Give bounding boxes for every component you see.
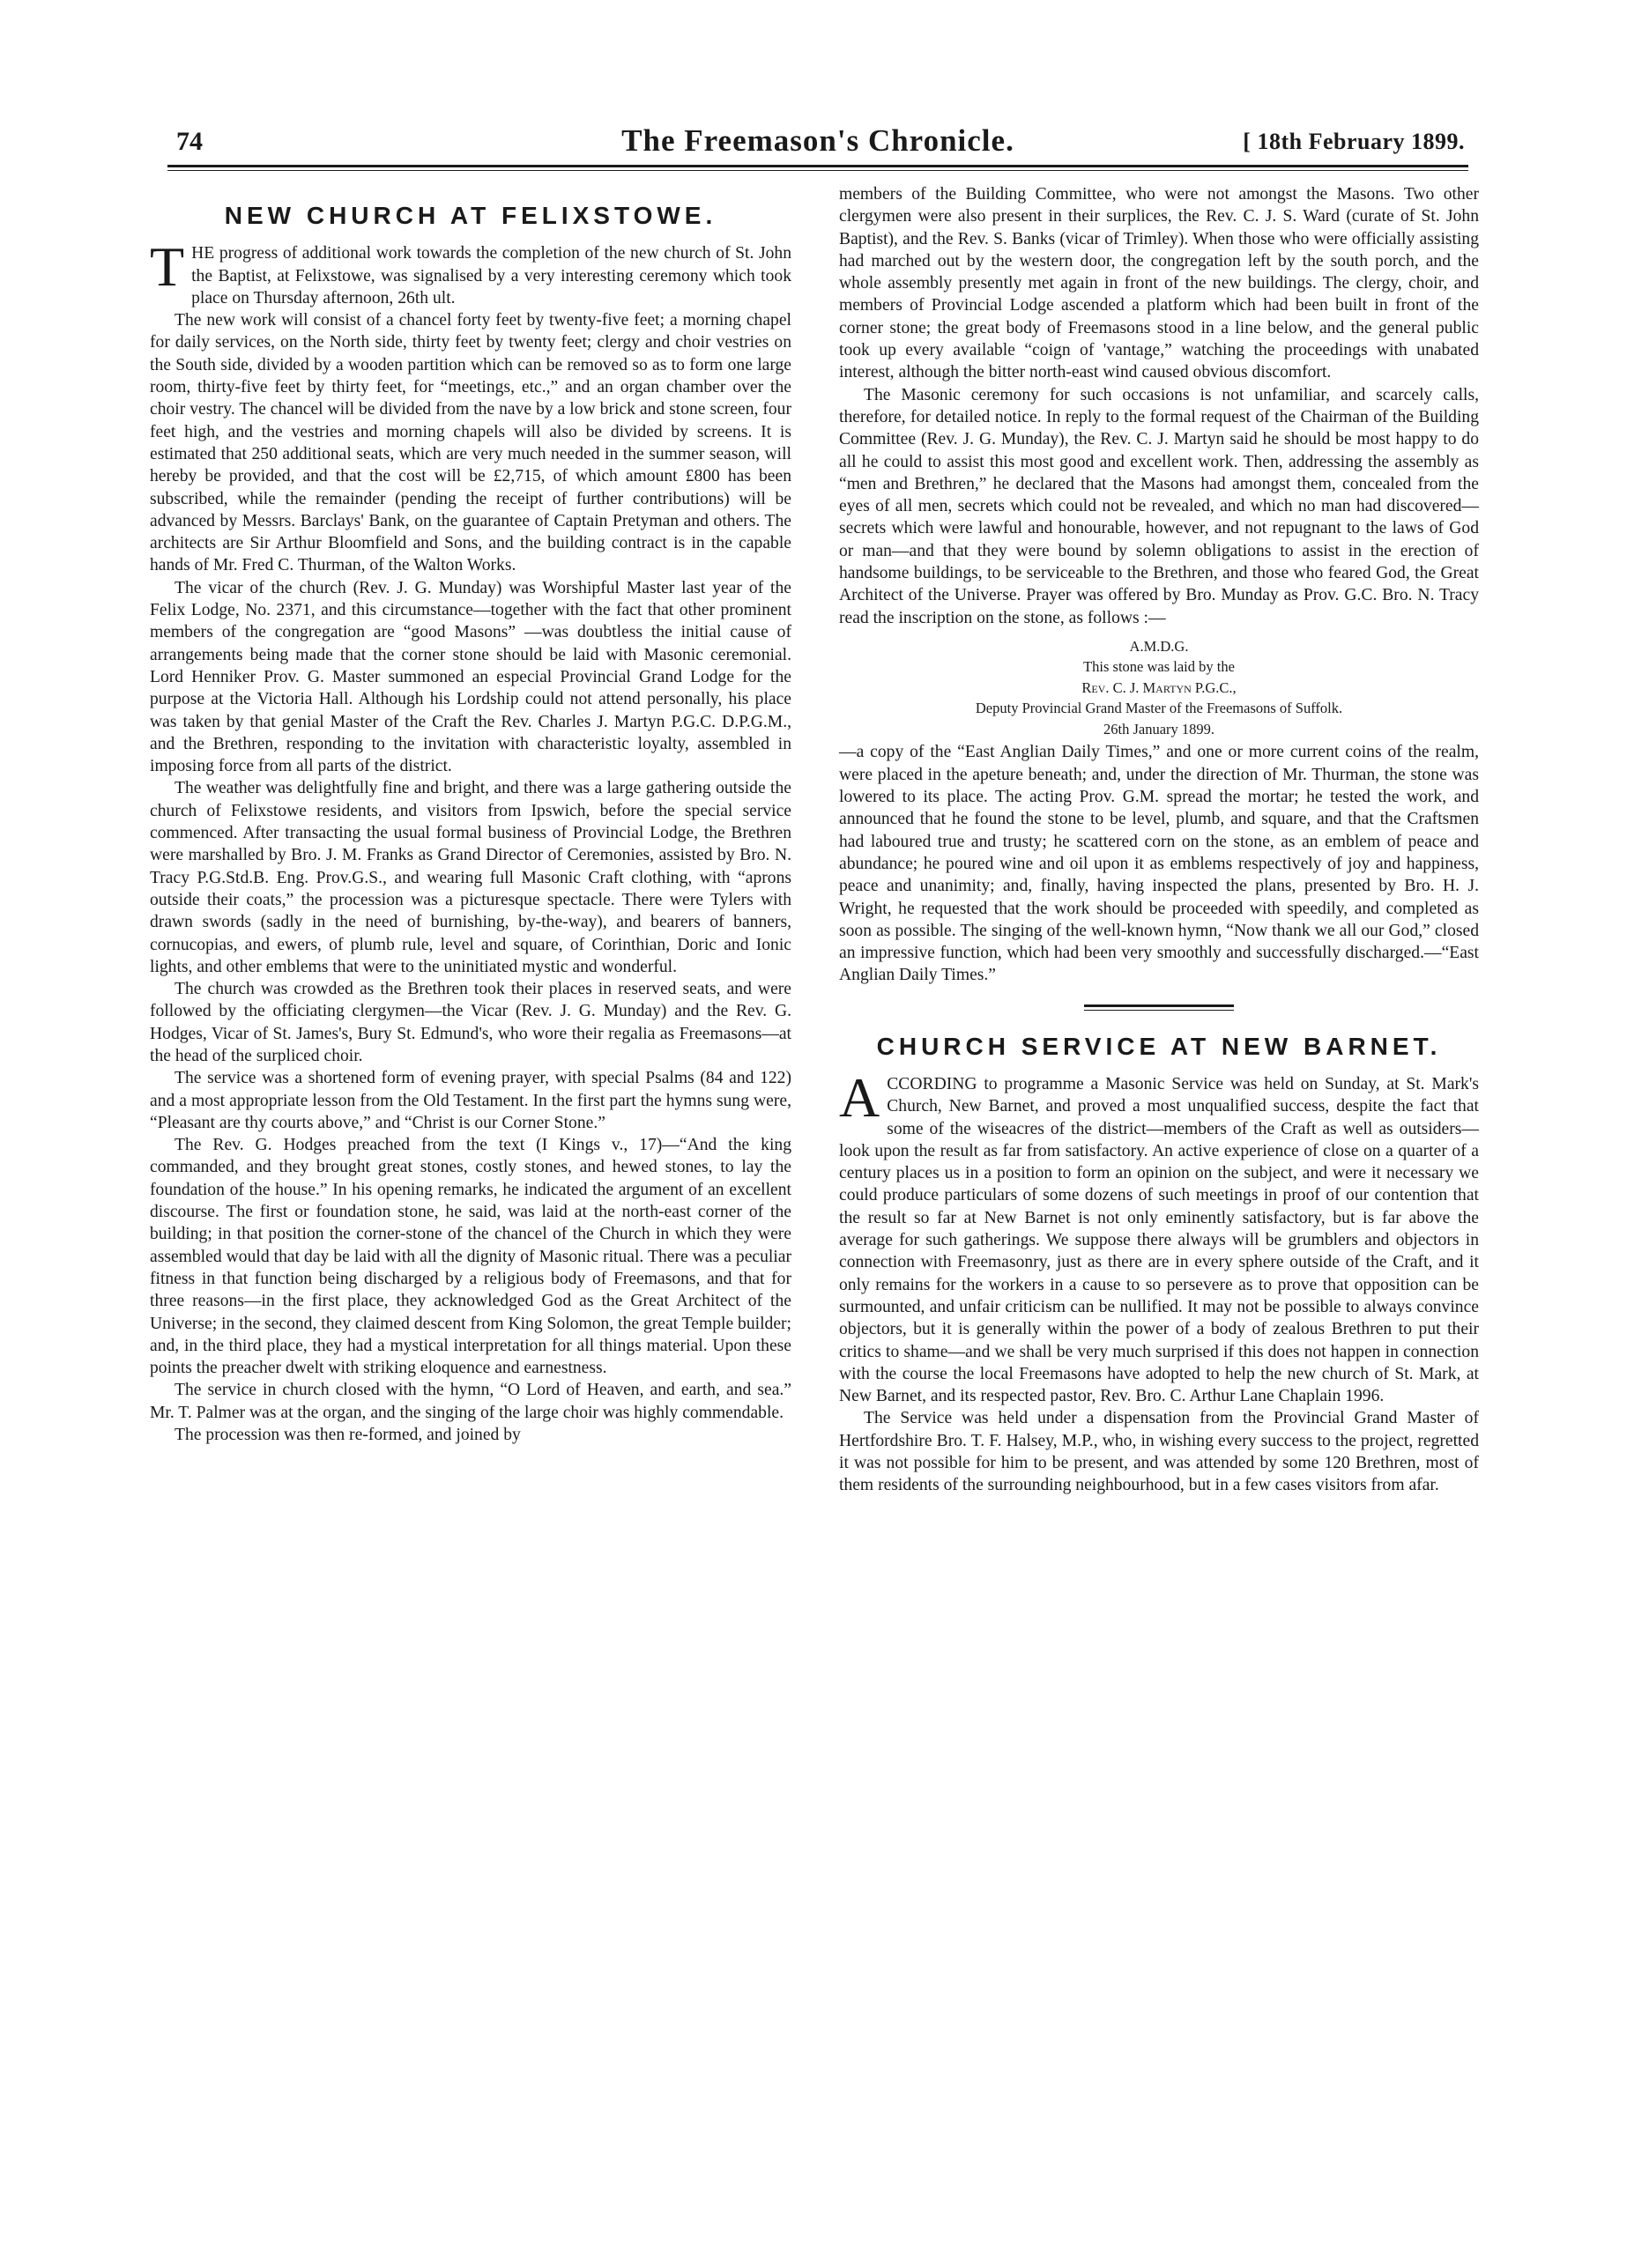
drop-cap: T <box>150 235 185 299</box>
article-paragraph: THE progress of additional work towards the completion of the new church of St. John the Baptist, at Felixstowe, was signalised by a very interesting ceremony which took place on Thursday afternoon, 26th ult. <box>150 235 791 308</box>
article-paragraph: The Masonic ceremony for such occasions is not unfamiliar, and scarcely calls, therefore, for detailed notice. In reply to the formal request of the Chairman of the Building Committee (Rev. J. G. Munday), the Rev. C. J. Martyn said he should be most happy to do all he could to assist this most good and excellent work. Then, addressing the assembly as “men and Brethren,” he declared that the Masons had amongst them, concealed from the eyes of all men, secrets which could not be revealed, and which no man had discovered—secrets which were lawful and honourable, however, and not repugnant to the laws of God or man—and that they were bound by solemn obligations to assist in the erection of handsome buildings, to be serviceable to the Brethren, and those who feared God, the Great Architect of the Universe. Prayer was offered by Bro. Munday as Prov. G.C. Bro. N. Tracy read the inscription on the stone, as follows :— <box>839 385 1479 627</box>
journal-title: The Freemason's Chronicle. <box>621 123 1014 158</box>
right-column <box>839 183 1479 1497</box>
article-paragraph: The church was crowded as the Brethren took their places in reserved seats, and were followed by the officiating clergymen—the Vicar (Rev. J. G. Munday) and the Rev. G. Hodges, Vicar of St. James's, Bury St. Edmund's, who wore their regalia as Freemasons—at the head of the surpliced choir. <box>150 980 791 1065</box>
article-paragraph: ACCORDING to programme a Masonic Service was held on Sunday, at St. Mark's Church, New Barnet, and proved a most unqualified success, despite the fact that some of the wiseacres of the district—members of the Craft as well as outsiders—look upon the result as far from satisfactory. An active experience of close on a quarter of a century places us in a position to form an opinion on the subject, and were it necessary we could produce particulars of some dozens of such meetings in proof of our contention that the result so far at New Barnet is not only eminently satisfactory, but is far above the average for such gatherings. We suppose there always will be grumblers and objectors in connection with Freemasonry, just as there are in every sphere outside of the Craft, and it only remains for the workers in a cause to so persevere as to prove that opposition can be surmounted, and unfair criticism can be nullified. It may not be possible to always convince objectors, but it is generally within the power of a body of zealous Brethren to put their critics to shame—and we shall be very much surprised if this does not happen in connection with the course the local Freemasons have adopted to help the new church of St. Mark, at New Barnet, and its respected pastor, Rev. Bro. C. Arthur Lane Chaplain 1996. <box>839 1066 1479 1406</box>
article-paragraph: The new work will consist of a chancel forty feet by twenty-five feet; a morning chapel for daily services, on the North side, thirty feet by twenty feet; clergy and choir vestries on the South side, divided by a wooden partition which can be removed so as to form one large room, thirty-five feet by thirty feet, for “meetings, etc.,” and an organ chamber over the choir vestry. The chancel will be divided from the nave by a low brick and stone screen, four feet high, and the vestries and morning chapels will also be divided by screens. It is estimated that 250 additional seats, which are very much needed in the summer season, will hereby be provided, and that the cost will be £2,715, of which amount £800 has been subscribed, while the remainder (pending the receipt of further contributions) will be advanced by Messrs. Barclays' Bank, on the guarantee of Captain Pretyman and others. The architects are Sir Arthur Bloomfield and Sons, and the building contract is in the capable hands of Mr. Fred C. Thurman, of the Walton Works. <box>150 311 791 575</box>
article-title-new-barnet: CHURCH SERVICE AT NEW BARNET. <box>876 1032 1442 1060</box>
masthead <box>167 123 1468 167</box>
article-paragraph: The service in church closed with the hymn, “O Lord of Heaven, and earth, and sea.” Mr. T. Palmer was at the organ, and the singing of the large choir was highly commendable. <box>150 1381 791 1422</box>
stone-inscription <box>839 636 1479 740</box>
inscription-line: 26th January 1899. <box>1103 720 1215 737</box>
page-number: 74 <box>176 127 203 156</box>
article-paragraph: —a copy of the “East Anglian Daily Times,” and one or more current coins of the realm, were placed in the apeture beneath; and, under the direction of Mr. Thurman, the stone was lowered to its place. The acting Prov. G.M. spread the mortar; he tested the work, and announced that he found the stone to be level, plumb, and square, and that the Craftsmen had laboured true and trusty; he scattered corn on the stone, as an emblem of peace and abundance; he poured wine and oil upon it as emblems respectively of joy and happiness, peace and unanimity; and, finally, having inspected the plans, presented by Bro. H. J. Wright, he requested that the work should be proceeded with speedily, and completed as soon as possible. The singing of the well-known hymn, “Now thank we all our God,” closed an impressive function, which had been very smoothly and successfully discharged.—“East Anglian Daily Times.” <box>839 743 1479 985</box>
article-paragraph: The Service was held under a dispensation from the Provincial Grand Master of Hertfordshire Bro. T. F. Halsey, M.P., who, in wishing every success to the project, regretted it was not possible for him to be present, and was attended by some 120 Brethren, most of them residents of the surrounding neighbourhood, but in a few cases visitors from afar. <box>839 1409 1479 1495</box>
article-paragraph: The vicar of the church (Rev. J. G. Munday) was Worshipful Master last year of the Felix Lodge, No. 2371, and this circumstance—together with the fact that other prominent members of the congregation are “good Masons” —was doubtless the initial cause of arrangements being made that the corner stone should be laid with Masonic ceremonial. Lord Henniker Prov. G. Master summoned an especial Provincial Grand Lodge for the purpose at the Victoria Hall. Although his Lordship could not attend personally, his place was taken by that genial Master of the Craft the Rev. Charles J. Martyn P.G.C. D.P.G.M., and the Brethren, responding to the invitation with characteristic loyalty, assembled in imposing force from all parts of the district. <box>150 578 791 776</box>
article-title-felixstowe: NEW CHURCH AT FELIXSTOWE. <box>224 202 717 229</box>
issue-date: [ 18th February 1899. <box>1243 129 1465 154</box>
drop-cap: A <box>839 1066 880 1129</box>
article-paragraph: The Rev. G. Hodges preached from the text (I Kings v., 17)—“And the king commanded, and they brought great stones, costly stones, and hewed stones, to lay the foundation of the house.” In his opening remarks, he indicated the argument of an excellent discourse. The first or foundation stone, he said, was laid at the north-east corner of the building; in that position the corner-stone of the chancel of the Church in which they were assembled would that day be laid with all the dignity of Masonic ritual. There was a peculiar fitness in that function being discharged by a religious body of Freemasons, and that for three reasons—in the first place, they acknowledged God as the Great Architect of the Universe; in the second, they claimed descent from King Solomon, the great Temple builder; and, in the third place, they had a mystical interpretation for all things material. Upon these points the preacher dwelt with striking eloquence and earnestness. <box>150 1136 791 1378</box>
inscription-line: Deputy Provincial Grand Master of the Freemasons of Suffolk. <box>975 700 1343 717</box>
article-paragraph: The weather was delightfully fine and bright, and there was a large gathering outside the church of Felixstowe residents, and visitors from Ipswich, before the special service commenced. After transacting the usual formal business of Provincial Lodge, the Brethren were marshalled by Bro. J. M. Franks as Grand Director of Ceremonies, assisted by Bro. N. Tracy P.G.Std.B. Eng. Prov.G.S., and wearing full Masonic Craft clothing, with “aprons outside their coats,” the procession was a picturesque spectacle. There were Tylers with drawn swords (sadly in the need of burnishing, by-the-way), and bearers of banners, cornucopias, and ewers, of plumb rule, level and square, of Corinthian, Doric and Ionic lights, and other emblems that were to the uninitiated mystic and wonderful. <box>150 779 791 976</box>
masthead-rule <box>167 165 1468 167</box>
inscription-line: A.M.D.G. <box>1129 637 1189 655</box>
article-paragraph: members of the Building Committee, who were not amongst the Masons. Two other clergymen were also present in their surplices, the Rev. C. J. S. Ward (curate of St. John Baptist), and the Rev. S. Banks (vicar of Trimley). When those who were officially assisting had marched out by the western door, the congregation left by the south porch, and the whole assembly presently met again in front of the new buildings. The clergy, choir, and members of Provincial Lodge ascended a platform which had been built in front of the corner stone; the great body of Freemasons stood in a line below, and the general public took up every available “coign of 'vantage,” watching the proceedings with unabated interest, although the bitter north-east wind caused obvious discomfort. <box>839 185 1479 382</box>
article-paragraph: The procession was then re-formed, and joined by <box>175 1426 521 1445</box>
inscription-line: Rev. C. J. Martyn P.G.C., <box>1081 678 1237 696</box>
inscription-line: This stone was laid by the <box>1083 658 1235 676</box>
masthead-rule-thin <box>167 170 1468 171</box>
article-paragraph: The service was a shortened form of evening prayer, with special Psalms (84 and 122) and a most appropriate lesson from the Old Testament. In the first part the hymns sung were, “Pleasant are thy courts above,” and “Christ is our Corner Stone.” <box>150 1069 791 1132</box>
section-divider <box>1084 1004 1234 1011</box>
left-column <box>150 183 791 1446</box>
